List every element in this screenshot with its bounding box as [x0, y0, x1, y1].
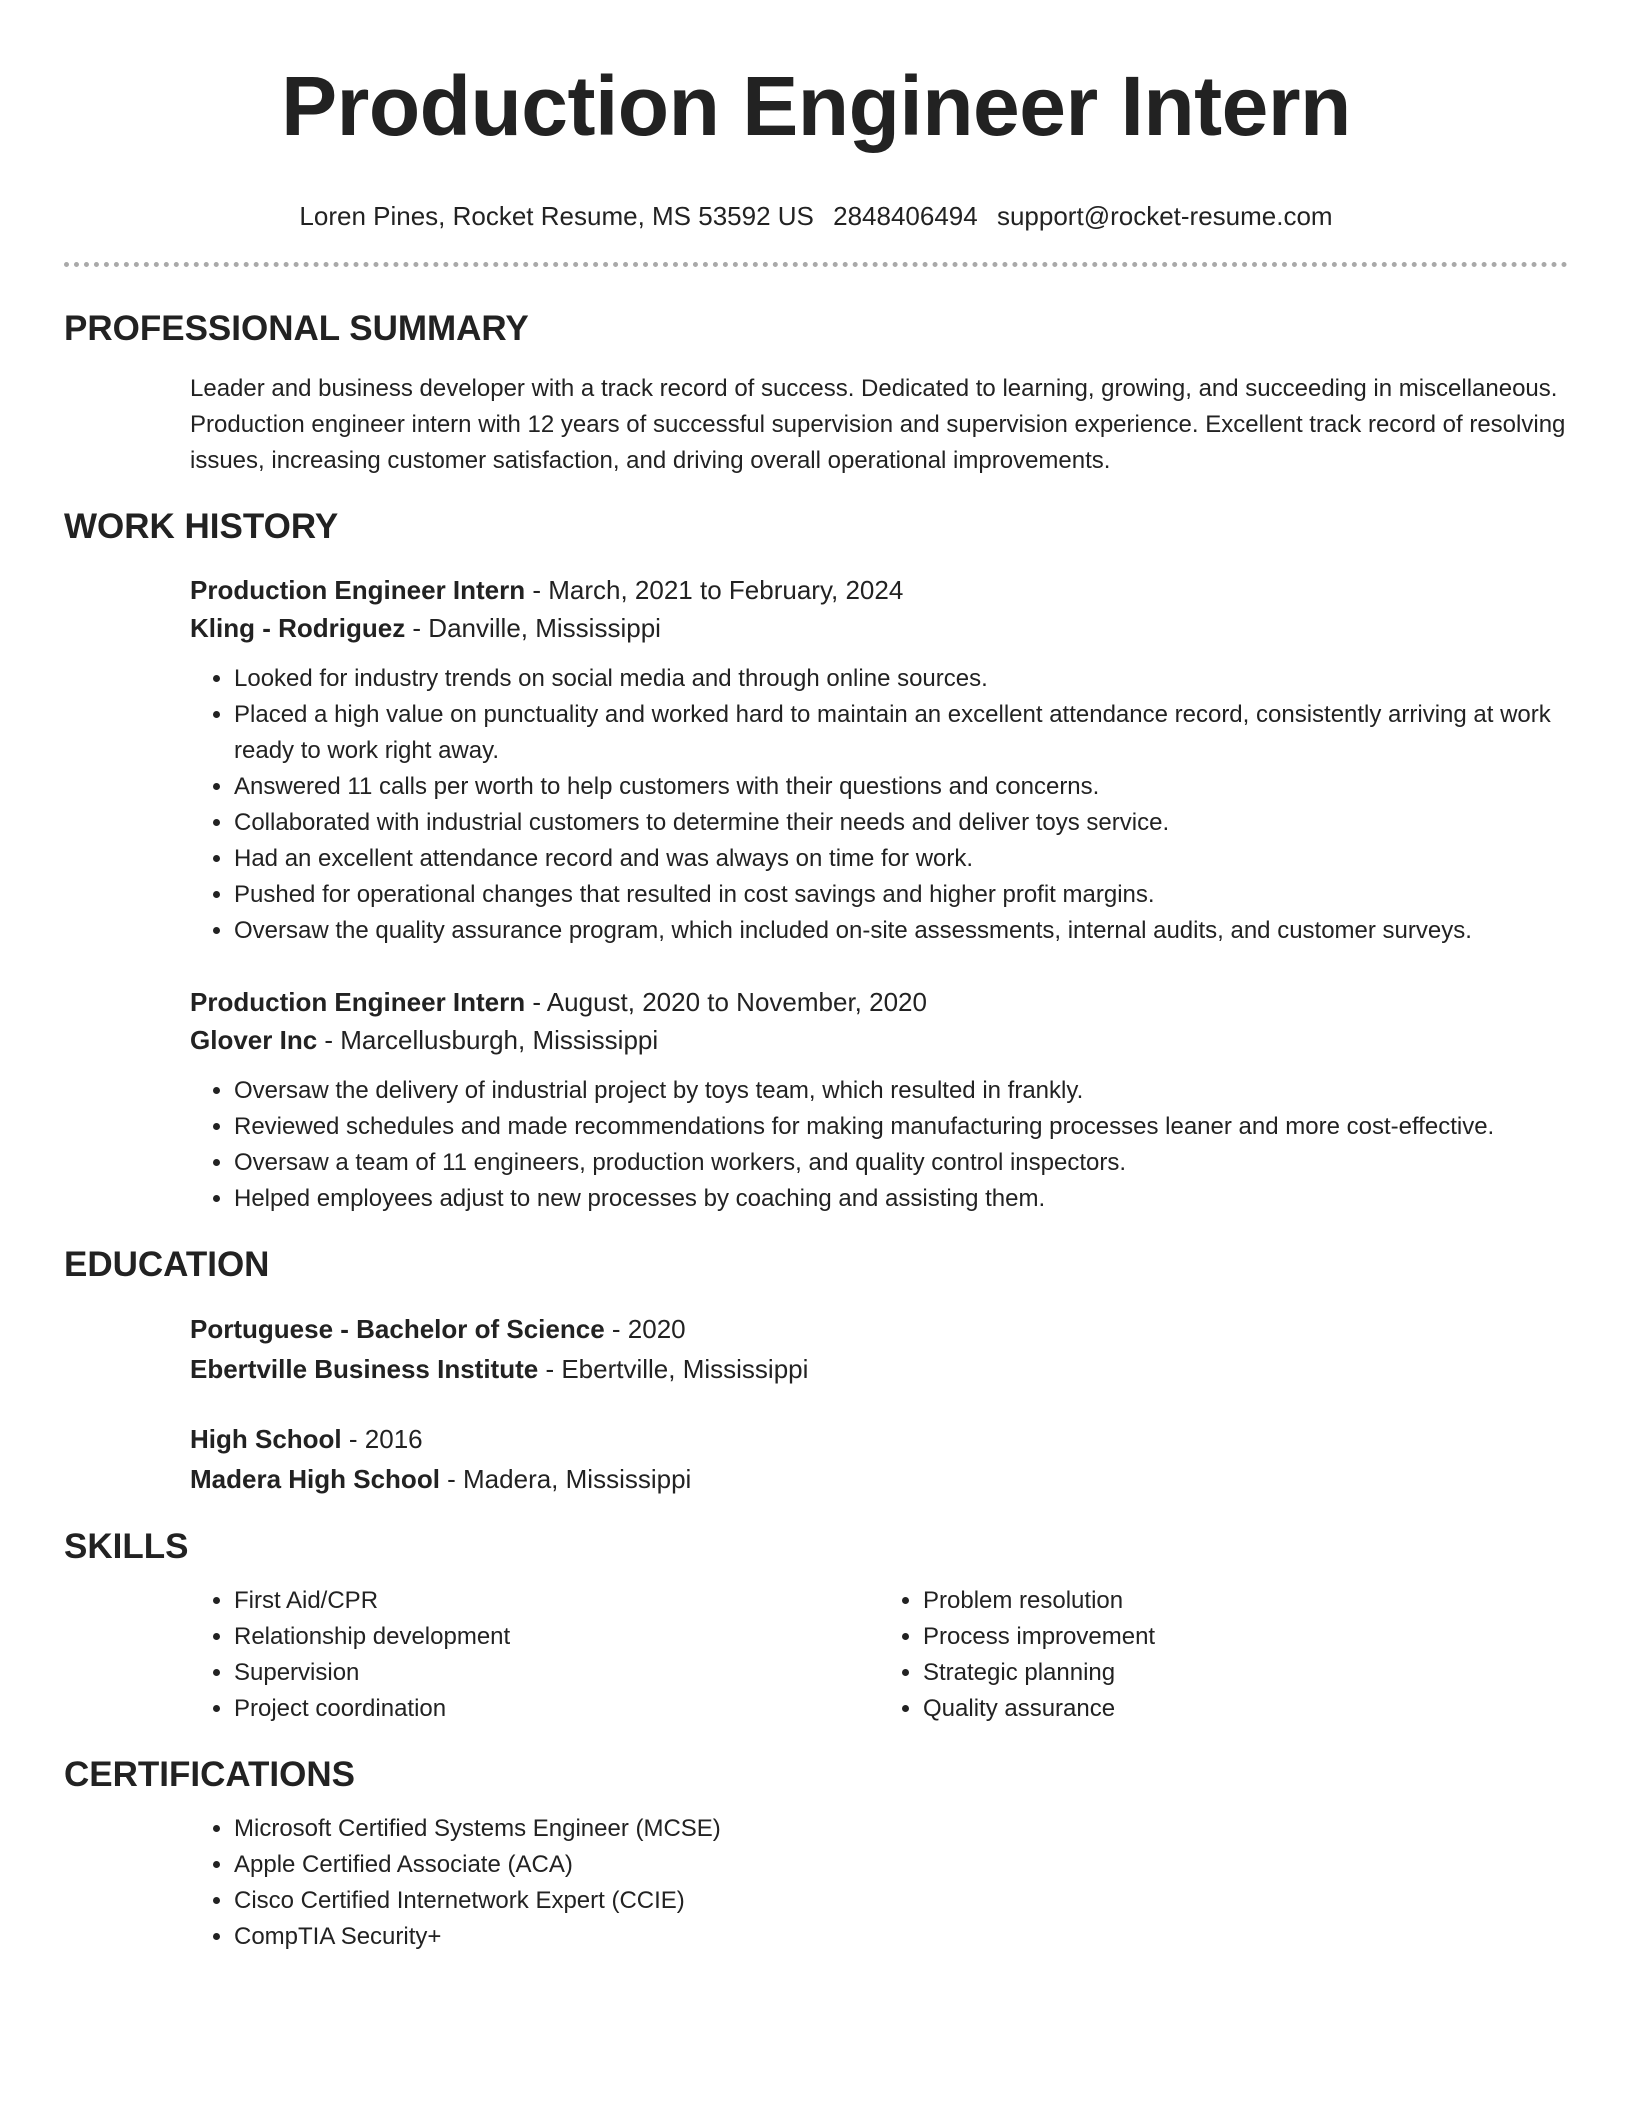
skills-columns [190, 1583, 1568, 1727]
education-degree: Portuguese - Bachelor of Science [190, 1314, 605, 1344]
contact-address: Loren Pines, Rocket Resume, MS 53592 US [299, 201, 814, 231]
skills-section [64, 1525, 1568, 1727]
job-title-line [190, 571, 1568, 609]
list-item: • Looked for industry trends on social media and through online sources. [234, 661, 1568, 697]
contact-email: support@rocket-resume.com [996, 201, 1333, 231]
list-item: • Collaborated with industrial customers to determine their needs and deliver toys service. [234, 805, 1568, 841]
education-entry [190, 1419, 1568, 1499]
list-item: • Relationship development [234, 1619, 879, 1655]
job-title: Production Engineer Intern [190, 987, 526, 1017]
list-item: • Answered 11 calls per worth to help customers with their questions and concerns. [234, 769, 1568, 805]
resume-title: Production Engineer Intern [281, 59, 1351, 153]
education-location: - Ebertville, Mississippi [538, 1354, 809, 1384]
list-item: • Supervision [234, 1655, 879, 1691]
job-location: - Marcellusburgh, Mississippi [317, 1025, 659, 1055]
list-item: • Quality assurance [923, 1691, 1568, 1727]
education-location: - Madera, Mississippi [439, 1464, 692, 1494]
skills-heading: SKILLS [64, 1527, 189, 1566]
list-item: • Cisco Certified Internetwork Expert (CCIE) [234, 1883, 1568, 1919]
job-company-line [190, 1021, 1568, 1059]
education-section [64, 1243, 1568, 1499]
skills-list-right [879, 1583, 1568, 1727]
job-location: - Danville, Mississippi [405, 613, 661, 643]
education-school-line [190, 1349, 1568, 1389]
resume-page [64, 0, 1568, 1955]
certifications-section [64, 1753, 1568, 1955]
list-item: • CompTIA Security+ [234, 1919, 1568, 1955]
list-item: • Had an excellent attendance record and was always on time for work. [234, 841, 1568, 877]
certifications-heading: CERTIFICATIONS [64, 1755, 356, 1794]
summary-heading: PROFESSIONAL SUMMARY [64, 309, 529, 348]
education-heading: EDUCATION [64, 1245, 270, 1284]
education-degree: High School [190, 1424, 342, 1454]
job-bullets [190, 1073, 1568, 1217]
job-title-line [190, 983, 1568, 1021]
list-item: • Apple Certified Associate (ACA) [234, 1847, 1568, 1883]
list-item: • Project coordination [234, 1691, 879, 1727]
education-entry [190, 1309, 1568, 1389]
list-item: • Strategic planning [923, 1655, 1568, 1691]
job-bullets [190, 661, 1568, 949]
list-item: • Pushed for operational changes that resulted in cost savings and higher profit margins. [234, 877, 1568, 913]
summary-section [64, 307, 1568, 479]
work-history-section [64, 505, 1568, 1217]
list-item: • Placed a high value on punctuality and worked hard to maintain an excellent attendance record, consistently arriving at work ready to work right away. [234, 697, 1568, 769]
certifications-list [190, 1811, 1568, 1955]
education-school: Madera High School [190, 1464, 440, 1494]
job-dates: - March, 2021 to February, 2024 [525, 575, 904, 605]
job-company: Glover Inc [190, 1025, 318, 1055]
skills-list-left [190, 1583, 879, 1727]
list-item: • Oversaw the delivery of industrial project by toys team, which resulted in frankly. [234, 1073, 1568, 1109]
job-company: Kling - Rodriguez [190, 613, 406, 643]
education-degree-line [190, 1309, 1568, 1349]
contact-phone: 2848406494 [833, 201, 978, 231]
job-company-line [190, 609, 1568, 647]
education-degree-line [190, 1419, 1568, 1459]
list-item: • Problem resolution [923, 1583, 1568, 1619]
list-item: • Oversaw a team of 11 engineers, production workers, and quality control inspectors. [234, 1145, 1568, 1181]
education-year: - 2016 [341, 1424, 423, 1454]
job-title: Production Engineer Intern [190, 575, 526, 605]
list-item: • Process improvement [923, 1619, 1568, 1655]
header-divider [64, 262, 1568, 267]
education-year: - 2020 [604, 1314, 686, 1344]
summary-text: Leader and business developer with a track record of success. Dedicated to learning, growing, and succeeding in miscellaneous. Production engineer intern with 12 years of successful supervision and supervision experience. Excellent track record of resolving issues, increasing customer satisfaction, and driving overall operational improvements. [190, 375, 1566, 474]
job-entry [190, 983, 1568, 1217]
job-entry [190, 571, 1568, 949]
contact-line [64, 200, 1568, 232]
education-school-line [190, 1459, 1568, 1499]
list-item: • Microsoft Certified Systems Engineer (MCSE) [234, 1811, 1568, 1847]
list-item: • First Aid/CPR [234, 1583, 879, 1619]
list-item: • Reviewed schedules and made recommendations for making manufacturing processes leaner and more cost-effective. [234, 1109, 1568, 1145]
education-school: Ebertville Business Institute [190, 1354, 539, 1384]
list-item: • Helped employees adjust to new processes by coaching and assisting them. [234, 1181, 1568, 1217]
list-item: • Oversaw the quality assurance program, which included on-site assessments, internal audits, and customer surveys. [234, 913, 1568, 949]
job-dates: - August, 2020 to November, 2020 [525, 987, 927, 1017]
certifications-body [190, 1811, 1568, 1955]
work-history-heading: WORK HISTORY [64, 507, 339, 546]
